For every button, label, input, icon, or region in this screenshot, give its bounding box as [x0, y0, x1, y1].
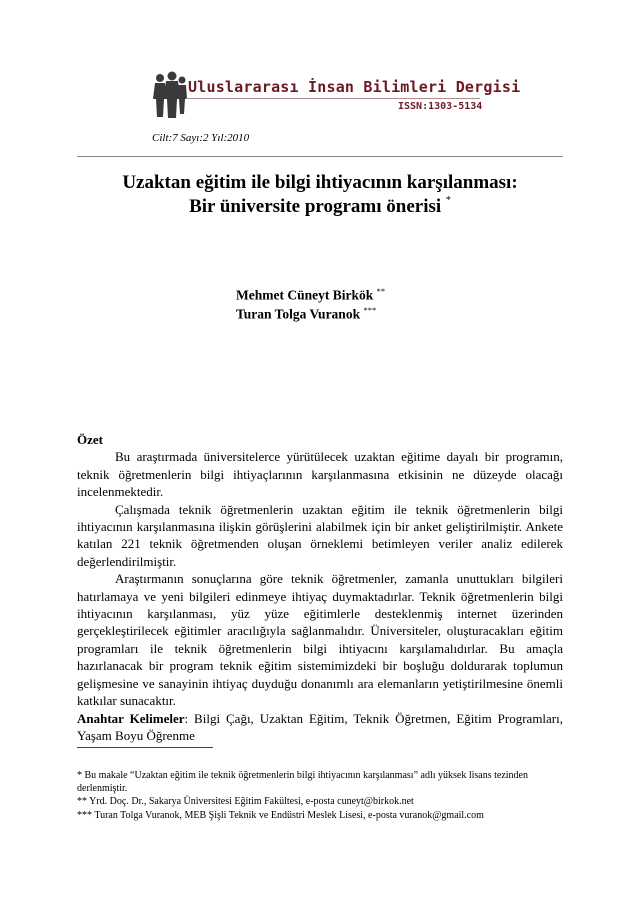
abstract-heading: Özet — [77, 432, 103, 447]
author-1 — [236, 286, 385, 304]
title-text-2: Bir üniversite programı önerisi — [189, 196, 442, 217]
footnotes — [77, 769, 567, 822]
title-footnote-mark: * — [445, 194, 451, 206]
issue-info: Cilt:7 Sayı:2 Yıl:2010 — [152, 132, 250, 144]
paper-title-line-1 — [77, 172, 563, 194]
abstract-paragraph-3: Araştırmanın sonuçlarına göre teknik öğretmenler, zamanla unuttukları bilgileri hatırlamaya ve yeni bilgileri edinmeye ihtiyaç duymaktadırlar. Teknik öğretmenlerin bilgi ihtiyacının karşılanması, yüz yüze eğitimlerle desteklenmiş internet üzerinden gerçekleştirilecek eğitimler aracılığıyla sağlanmalıdır. Üniversiteler, oluşturacakları eğitim programları ile teknik öğretmenlerin bilgi ihtiyacını karşılamalıdırlar. Bu amaçla hazırlanacak bir program teknik eğitim sistemimizdeki bir boşluğu doldurarak toplumun gelişmesine ve sanayinin ihtiyaç duyduğu donanımlı ara elemanların yetiştirilmesine önemli katkılar sunacaktır. — [77, 571, 563, 709]
journal-logo-figures-icon — [150, 70, 190, 120]
author-2 — [236, 305, 376, 323]
journal-banner — [150, 70, 521, 120]
footnote-3: *** Turan Tolga Vuranok, MEB Şişli Teknik ve Endüstri Meslek Lisesi, e-posta vuranok@gmail.com — [77, 809, 484, 821]
keywords-label: Anahtar Kelimeler — [77, 710, 185, 726]
journal-name: Uluslararası İnsan Bilimleri Dergisi — [188, 78, 521, 96]
journal-issn: ISSN:1303-5134 — [398, 101, 483, 112]
keywords-list: : Bilgi Çağı, Uzaktan Eğitim, Teknik Öğretmen, Eğitim Programları, Yaşam Boyu Öğrenme — [77, 710, 563, 743]
paper-title-line-2 — [77, 196, 563, 218]
author-footnote-mark: *** — [363, 305, 377, 315]
footnote-1: * Bu makale “Uzaktan eğitim ile teknik öğretmenlerin bilgi ihtiyacının karşılanması” adlı yüksek lisans tezinden derlenmiştir. — [77, 770, 528, 795]
banner-divider — [186, 98, 480, 99]
abstract-paragraph-1: Bu araştırmada üniversitelerce yürütülecek uzaktan eğitime dayalı bir programın, teknik öğretmenlerin bilgi ihtiyaçlarının karşılanmasına etkisinin ne düzeyde olacağı incelenmektedir. — [77, 449, 563, 500]
footnote-2: ** Yrd. Doç. Dr., Sakarya Üniversitesi Eğitim Fakültesi, e-posta cuneyt@birkok.net — [77, 796, 414, 808]
keywords — [77, 710, 563, 745]
abstract-paragraph-2: Çalışmada teknik öğretmenlerin uzaktan eğitim ile teknik öğretmenlerin bilgi ihtiyacının karşılanmasına ilişkin görüşlerini alabilmek için bir anket geliştirilmiştir. Ankete katılan 221 teknik öğretmenden oluşan örneklemi betimleyen veriler analiz edilerek değerlendirilmiştir. — [77, 501, 563, 569]
footnote-rule — [77, 747, 213, 748]
author-name: Turan Tolga Vuranok — [236, 306, 361, 322]
author-name: Mehmet Cüneyt Birkök — [236, 287, 374, 303]
abstract-section — [77, 431, 563, 744]
author-footnote-mark: ** — [376, 286, 386, 296]
title-text-1: Uzaktan eğitim ile bilgi ihtiyacının karşılanması: — [122, 172, 518, 193]
header-rule — [77, 156, 563, 157]
